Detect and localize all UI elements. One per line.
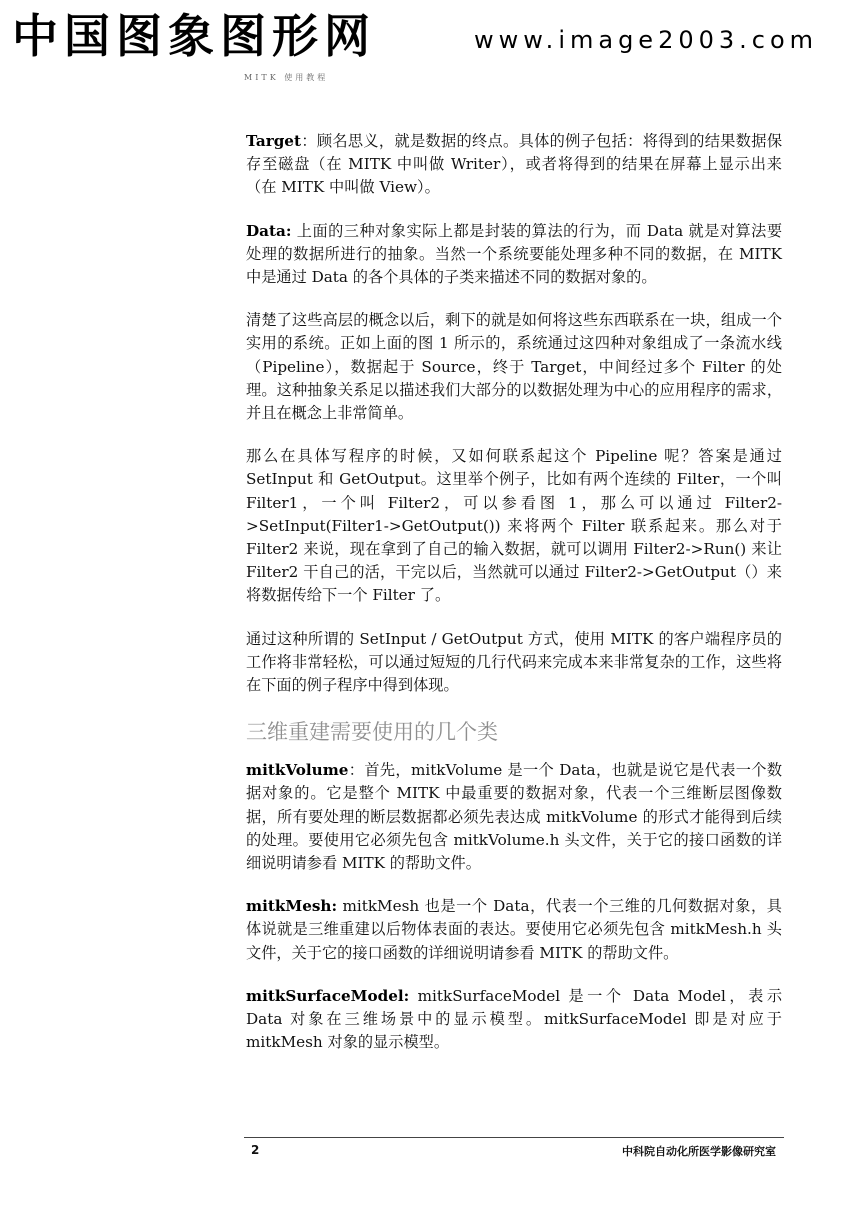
footer-divider <box>244 1137 784 1138</box>
page-body <box>246 130 782 1075</box>
paragraph-mitkvolume: mitkVolume：首先，mitkVolume 是一个 Data，也就是说它是代表一个数据对象的。它是整个 MITK 中最重要的数据对象，代表一个三维断层图像数据，所有要处理的断层数据都必须先表达成 mitkVolume 的形式才能得到后续的处理。要使用它必须先包含 mitkVolume.h 头文件，关于它的接口函数的详细说明请参看 MITK 的帮助文件。 <box>246 761 783 873</box>
running-head: MITK 使用教程 <box>244 73 329 82</box>
paragraph-text: 那么在具体写程序的时候，又如何联系起这个 Pipeline 呢？答案是通过 SetInput 和 GetOutput。这里举个例子，比如有两个连续的 Filter，一个叫 Filter1，一个叫 Filter2，可以参看图 1，那么可以通过 Filter2->SetInput(Filter1->GetOutput()) 来将两个 Filter 联系起来。那么对于 Filter2 来说，现在拿到了自己的输入数据，就可以调用 Filter2->Run() 来让 Filter2 干自己的活，干完以后，当然就可以通过 Filter2->GetOutput（）来将数据传给下一个 Filter 了。 <box>246 447 782 605</box>
paragraph-text: mitkSurfaceModel 是一个 Data Model，表示 Data 对象在三维场景中的显示模型。mitkSurfaceModel 即是对应于 mitkMesh 对象的显示模型。 <box>246 986 783 1052</box>
paragraph-mitkmesh <box>246 895 782 965</box>
term-mitkvolume: mitkVolume <box>246 761 349 780</box>
paragraph-target: Target：顾名思义，就是数据的终点。具体的例子包括：将得到的结果数据保存至磁盘（在 MITK 中叫做 Writer），或者将得到的结果在屏幕上显示出来（在 MITK 中叫做 View）。 <box>246 132 783 197</box>
paragraph-summary <box>246 628 782 698</box>
paragraph-text: 顾名思义，就是数据的终点。具体的例子包括：将得到的结果数据保存至磁盘（在 MITK 中叫做 Writer），或者将得到的结果在屏幕上显示出来（在 MITK 中叫做 View）。 <box>246 132 783 197</box>
term-data: Data: <box>246 221 292 240</box>
paragraph-setinput-example <box>246 445 782 607</box>
paragraph-pipeline-intro <box>246 309 782 425</box>
paragraph-text: 清楚了这些高层的概念以后，剩下的就是如何将这些东西联系在一块，组成一个实用的系统。正如上面的图 1 所示的，系统通过这四种对象组成了一条流水线（Pipeline），数据起于 Source，终于 Target，中间经过多个 Filter 的处理。这种抽象关系足以描述我们大部分的以数据处理为中心的应用程序的需求，并且在概念上非常简单。 <box>246 311 782 423</box>
paragraph-mitksurfacemodel <box>246 985 782 1055</box>
section-heading: 三维重建需要使用的几个类 <box>246 720 498 745</box>
page-number: 2 <box>251 1143 260 1157</box>
paragraph-text: 通过这种所谓的 SetInput / GetOutput 方式，使用 MITK 的客户端程序员的工作将非常轻松，可以通过短短的几行代码来完成本来非常复杂的工作，这些将在下面的例子程序中得到体现。 <box>246 629 782 695</box>
paragraph-text: 首先，mitkVolume 是一个 Data，也就是说它是代表一个数据对象的。它是整个 MITK 中最重要的数据对象，代表一个三维断层图像数据，所有要处理的断层数据都必须先表达成 mitkVolume 的形式才能得到后续的处理。要使用它必须先包含 mitkVolume.h 头文件，关于它的接口函数的详细说明请参看 MITK 的帮助文件。 <box>246 761 783 873</box>
paragraph-data <box>246 220 782 290</box>
footer-organization: 中科院自动化所医学影像研究室 <box>622 1145 776 1158</box>
term-mitkmesh: mitkMesh: <box>246 897 338 916</box>
site-url: www.image2003.com <box>474 26 819 54</box>
site-logo: 中国图象图形网 <box>12 9 376 63</box>
site-banner <box>0 0 868 70</box>
paragraph-text: 上面的三种对象实际上都是封装的算法的行为，而 Data 就是对算法要处理的数据所进行的抽象。当然一个系统要能处理多种不同的数据，在 MITK 中是通过 Data 的各个具体的子类来描述不同的数据对象的。 <box>246 221 783 287</box>
paragraph-text: mitkMesh 也是一个 Data，代表一个三维的几何数据对象，具体说就是三维重建以后物体表面的表达。要使用它必须先包含 mitkMesh.h 头文件，关于它的接口函数的详细说明请参看 MITK 的帮助文件。 <box>246 897 782 962</box>
term-target: Target <box>246 132 301 150</box>
term-mitksurfacemodel: mitkSurfaceModel: <box>246 986 410 1005</box>
